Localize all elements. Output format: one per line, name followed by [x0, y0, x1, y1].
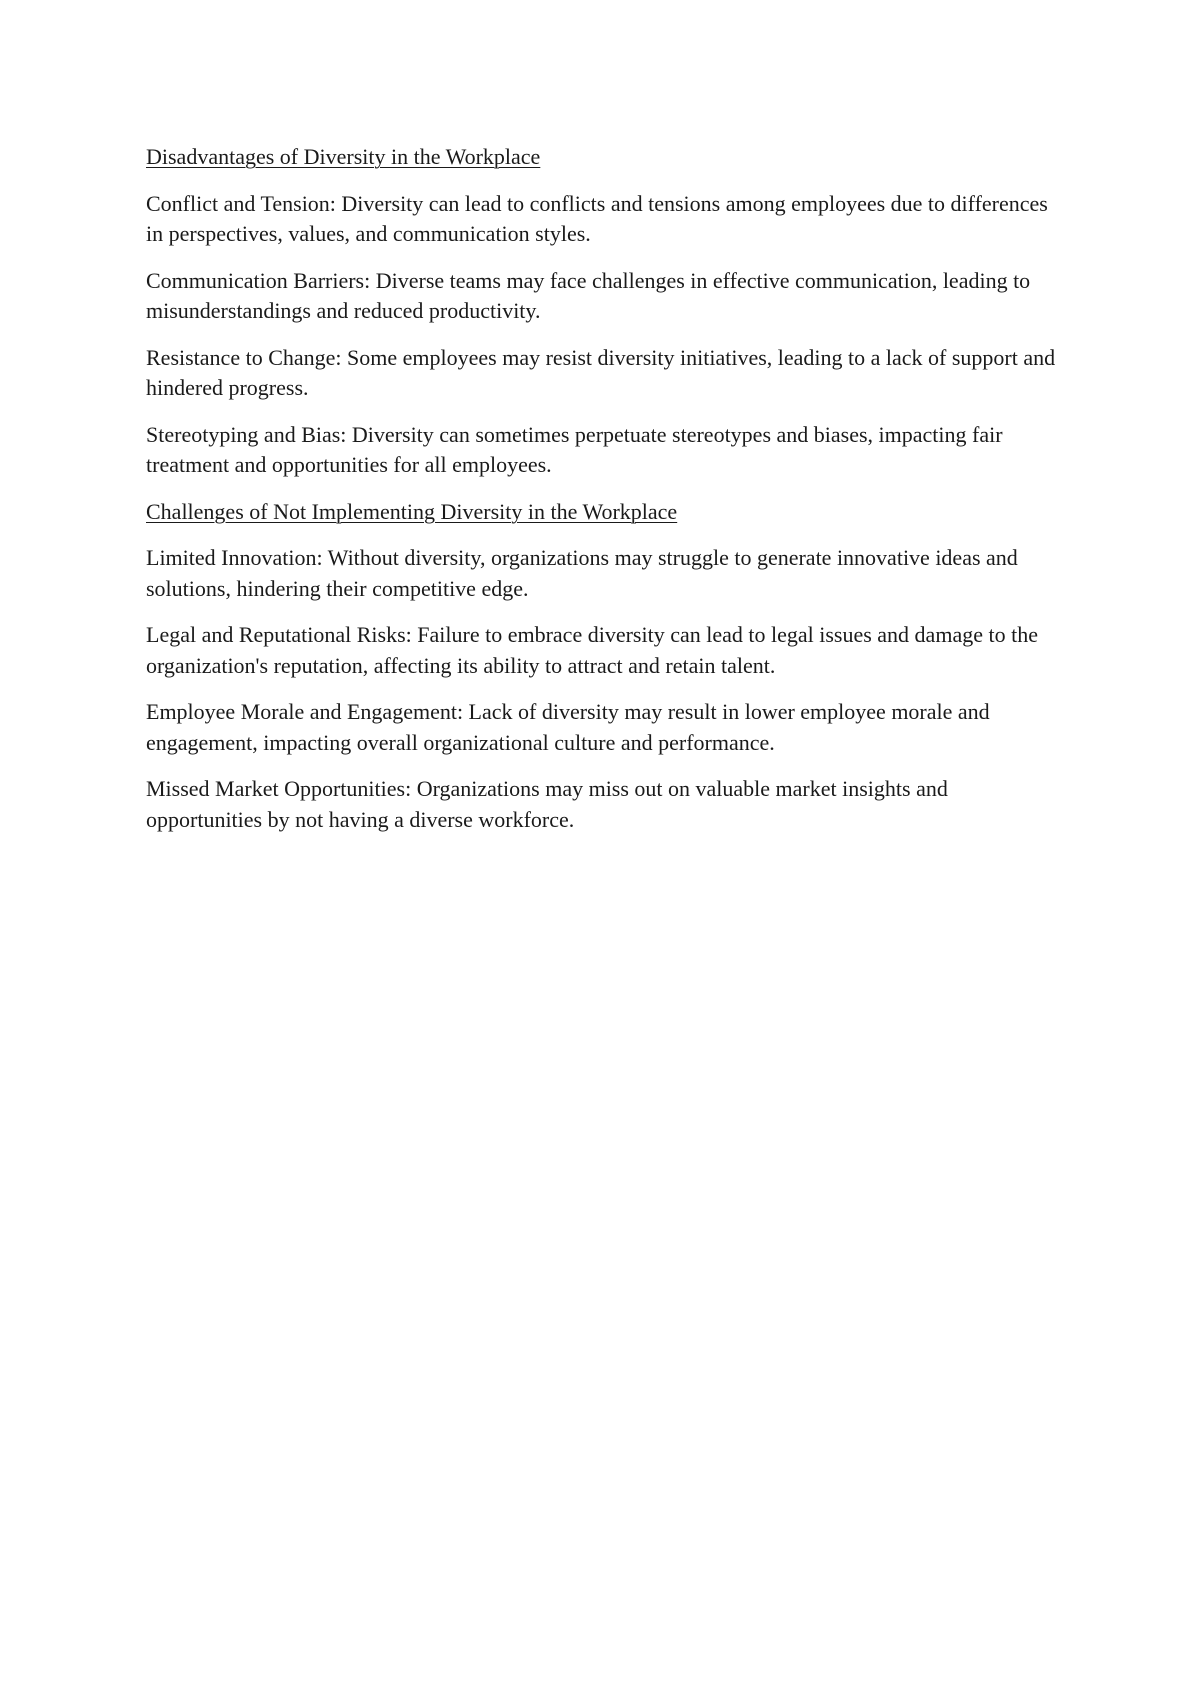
- section-heading-challenges: Challenges of Not Implementing Diversity in the Workplace: [146, 498, 678, 524]
- paragraph-employee-morale: Employee Morale and Engagement: Lack of diversity may result in lower employee morale and engagement, impacting overall organizational culture and performance.: [146, 699, 990, 755]
- document-body: [146, 142, 1066, 851]
- paragraph-legal-and-reputational-risks: Legal and Reputational Risks: Failure to embrace diversity can lead to legal issues and damage to the organization's reputation, affecting its ability to attract and retain talent.: [146, 622, 1038, 678]
- paragraph-communication-barriers: Communication Barriers: Diverse teams may face challenges in effective communication, leading to misunderstandings and reduced productivity.: [146, 267, 1031, 323]
- paragraph-resistance-to-change: Resistance to Change: Some employees may resist diversity initiatives, leading to a lack of support and hindered progress.: [146, 344, 1056, 400]
- paragraph-missed-market-opportunities: Missed Market Opportunities: Organizations may miss out on valuable market insights and opportunities by not having a diverse workforce.: [146, 776, 948, 832]
- paragraph-conflict-and-tension: Conflict and Tension: Diversity can lead to conflicts and tensions among employees due to differences in perspectives, values, and communication styles.: [146, 190, 1048, 246]
- paragraph-stereotyping-and-bias: Stereotyping and Bias: Diversity can sometimes perpetuate stereotypes and biases, impacting fair treatment and opportunities for all employees.: [146, 421, 1003, 477]
- section-heading-disadvantages: Disadvantages of Diversity in the Workplace: [146, 144, 541, 169]
- paragraph-limited-innovation: Limited Innovation: Without diversity, organizations may struggle to generate innovative ideas and solutions, hindering their competitive edge.: [146, 545, 1018, 601]
